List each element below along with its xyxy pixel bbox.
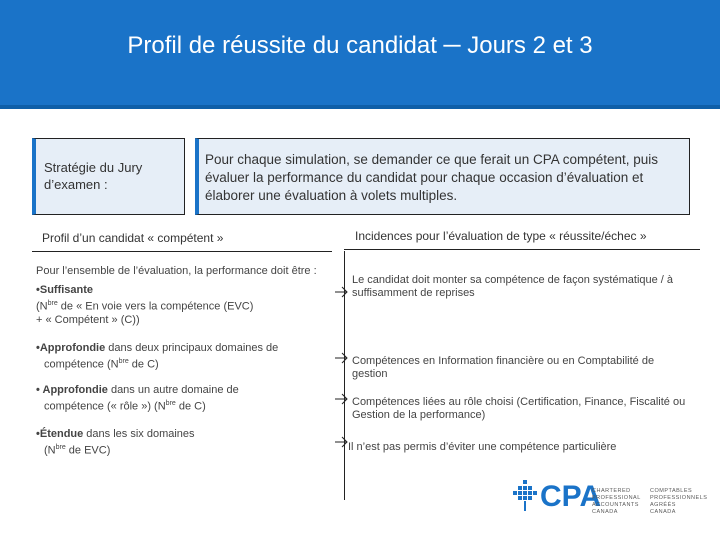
item-sufficient-line3: + « Compétent » (C)) — [36, 313, 140, 326]
implication-no-avoid: Il n’est pas permis d’éviter une compétence particulière — [348, 441, 617, 453]
logo-english: CHARTERED PROFESSIONAL ACCOUNTANTS CANADA — [592, 488, 641, 515]
item-deep-role: • Approfondie dans un autre domaine de compétence (« rôle ») ($N^{bre}$ de C) — [36, 384, 239, 413]
item-deep-two: •Approfondie dans deux principaux domaines de compétence ($N^{bre}$ de C) — [36, 342, 279, 371]
implication-role: Compétences liées au rôle choisi (Certification, Finance, Fiscalité ou Gestion de la performance) — [352, 396, 686, 421]
cpa-logo — [512, 478, 708, 528]
logo-text: CPA — [540, 480, 602, 513]
right-header-underline — [344, 249, 700, 250]
item-sufficient — [36, 284, 253, 327]
arrow-right-icon — [335, 436, 348, 448]
header-banner — [0, 0, 720, 109]
implication-financial: Compétences en Information financière ou en Comptabilité de gestion — [352, 355, 655, 380]
strategy-description: Pour chaque simulation, se demander ce que ferait un CPA compétent, puis évaluer la performance du candidat pour chaque occasion d’évaluation et élaborer une évaluation à volets multiples. — [205, 152, 659, 203]
left-column-header: Profil d’un candidat « compétent » — [42, 231, 224, 245]
left-intro: Pour l’ensemble de l’évaluation, la performance doit être : — [36, 265, 317, 277]
item-sufficient-title: •Suffisante — [36, 284, 94, 296]
strategy-label-box — [32, 138, 185, 215]
maple-leaf-icon — [512, 478, 538, 512]
strategy-label: Stratégie du Jury d’examen : — [44, 160, 143, 192]
item-broad: •Étendue dans les six domaines ($N^{bre}$ de EVC) — [36, 428, 195, 457]
logo-french: COMPTABLES PROFESSIONNELS AGRÉÉS CANADA — [650, 488, 708, 515]
arrow-right-icon — [335, 286, 348, 298]
strategy-description-box — [195, 138, 690, 215]
left-header-underline — [32, 251, 332, 252]
item-sufficient-line2: ($N^{bre}$ de « En voie vers la compétence (EVC) — [36, 300, 254, 313]
arrow-right-icon — [335, 352, 348, 364]
arrow-right-icon — [335, 393, 348, 405]
implication-systematic: Le candidat doit monter sa compétence de façon systématique / à suffisamment de reprises — [352, 274, 674, 299]
right-column-header: Incidences pour l’évaluation de type « réussite/échec » — [355, 229, 647, 243]
page-title: Profil de réussite du candidat ─ Jours 2 et 3 — [127, 32, 593, 59]
